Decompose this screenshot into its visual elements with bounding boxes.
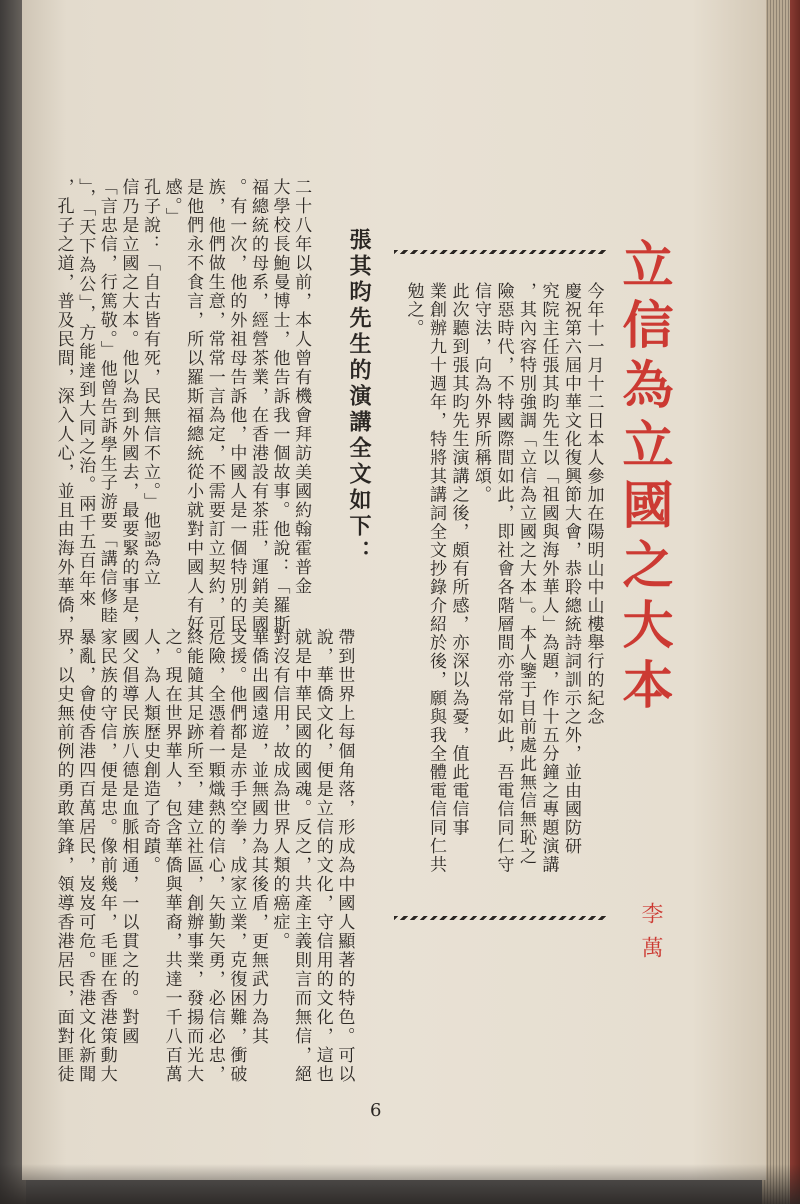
book-page — [22, 0, 766, 1180]
body-column: 帶到世界上每個角落，形成為中國人顯著的特色。可以 — [334, 628, 355, 1084]
intro-column: 信守法，向為外界所稱頌。 — [471, 282, 491, 504]
body-column: 孔子說：「自古皆有死，民無信不立。」他認為立 — [139, 178, 160, 588]
article-title: 立信為立國之大本 — [613, 238, 672, 718]
body-column: 信乃是立國之大本。他以為到外國去，最要緊的事是， — [118, 178, 139, 634]
bottom-shadow — [0, 1164, 800, 1204]
body-column: 。有一次，他的外祖母告訴他，中國人是一個特別的民 — [226, 178, 247, 634]
body-column: 華僑出國遠遊，並無國力為其後盾，更無武力為其 — [247, 628, 268, 1046]
body-column: 危險，全憑着一顆熾熱的信心，矢勤矢勇，必信必忠， — [204, 628, 225, 1084]
body-column: 說，華僑文化，便是立信的文化，守信用的文化，這也 — [312, 628, 333, 1084]
body-column: 界，以史無前例的勇敢筆鋒，領導香港居民，面對匪徒 — [53, 628, 74, 1084]
body-column: 家民族的守信，便是忠。像前幾年，毛匪在香港策動大 — [96, 628, 117, 1084]
body-column: 二十八年以前，本人曾有機會拜訪美國約翰霍普金 — [291, 178, 312, 596]
body-column: 暴亂，會使香港四百萬居民，岌岌可危。香港文化新聞 — [75, 628, 96, 1084]
body-column: ，孔子之道，普及民間，深入人心，並且由海外華僑， — [53, 178, 74, 634]
divider-top — [394, 250, 606, 254]
book-cover-edge — [790, 0, 800, 1204]
body-column: 就是中華民國的國魂。反之，共產主義則言而無信，絕 — [291, 628, 312, 1084]
body-column: 對沒有信用，故成為世界人類的癌症。 — [269, 628, 290, 951]
book-page-edges — [762, 0, 800, 1204]
body-column: 族，他們做生意，常常一言為定，不需要訂立契約，可 — [204, 178, 225, 634]
body-column: 福總統的母系，經營茶業，在香港設有茶莊，運銷美國 — [247, 178, 268, 634]
body-column: 大學校長鮑曼博士，他告訴我一個故事。他說：「羅斯 — [269, 178, 290, 634]
intro-column: 業創辦九十週年，特將其講詞全文抄錄介紹於後，願與我全體電信同仁共 — [426, 282, 446, 874]
body-column: 之。現在世界華人，包含華僑與華裔，共達一千八百萬 — [161, 628, 182, 1084]
body-column: 人，為人類歷史創造了奇蹟。 — [139, 628, 160, 875]
intro-column: 慶祝第六屆中華文化復興節大會，恭聆總統詩詞訓示之外，並由國防研 — [561, 282, 581, 856]
body-column: 國父倡導民族八德是血脈相通，一以貫之的。對國 — [118, 628, 139, 1046]
body-column: 支援。他們都是赤手空拳，成家立業，克復困難，衝破 — [226, 628, 247, 1084]
intro-column: 今年十一月十二日本人參加在陽明山中山樓舉行的紀念 — [583, 282, 604, 726]
divider-bottom — [394, 916, 606, 920]
article-author: 李萬 — [638, 902, 663, 970]
body-column: 終能隨其足跡所至，建立社區，創辦事業，發揚而光大 — [183, 628, 204, 1084]
page-number: 6 — [370, 1100, 382, 1121]
intro-column: 究院主任張其昀先生以「祖國與海外華人」為題，作十五分鐘之專題演講 — [538, 282, 559, 874]
body-text-upper — [52, 178, 311, 634]
body-column: 「言忠信，行篤敬。」他曾告訴學生子游要「講信修睦 — [96, 178, 117, 626]
intro-column: ，其內容特別強調「立信為立國之大本」。本人鑒于目前處此無信無恥之 — [516, 282, 536, 866]
body-column: 是他們永不食言，所以羅斯福總統從小就對中國人有好 — [183, 178, 204, 634]
intro-column: 此次聽到張其昀先生演講之後，頗有所感，亦深以為憂，值此電信事 — [448, 282, 469, 837]
intro-column: 險惡時代，不特國際間如此，即社會各階層間亦常常如此，吾電信同仁守 — [493, 282, 514, 874]
body-column: 感。」 — [161, 178, 182, 227]
intro-text — [402, 282, 605, 874]
body-text-lower — [52, 628, 354, 1084]
intro-column: 勉之。 — [403, 282, 424, 338]
speech-subheading: 張其昀先生的演講全文如下： — [346, 228, 372, 566]
body-column: 」，「天下為公」，方能達到大同之治。兩千五百年來 — [75, 178, 96, 609]
